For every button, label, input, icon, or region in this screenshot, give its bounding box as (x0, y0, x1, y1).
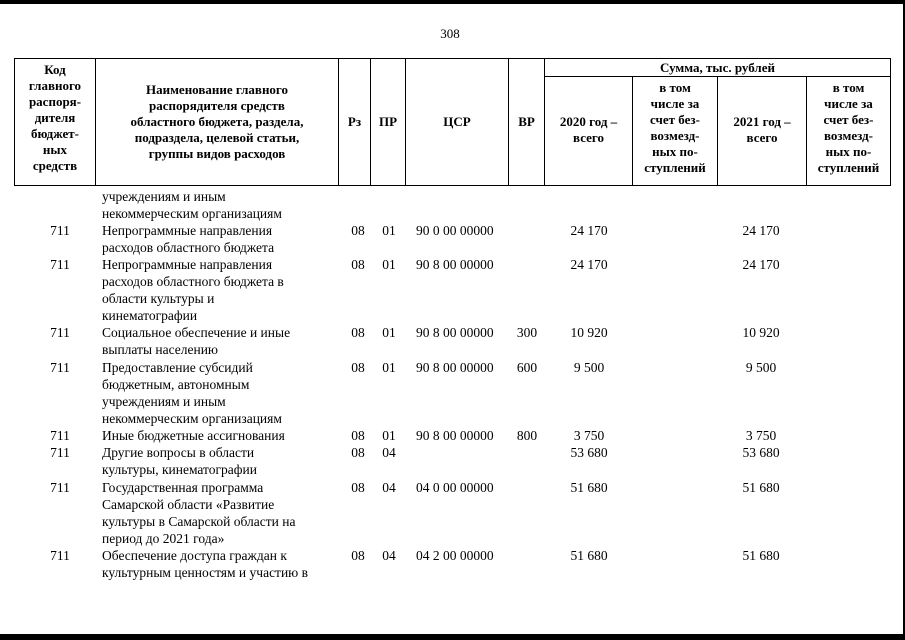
row-rz: 08 (351, 480, 365, 495)
row-rz: 08 (351, 428, 365, 443)
header-code: Код главного распоря- дителя бюджет- ных средств (28, 62, 82, 173)
row-code: 711 (50, 325, 70, 340)
row-2021-total: 3 750 (745, 428, 777, 443)
row-vr: 600 (516, 360, 538, 375)
row-2021-total: 53 680 (742, 445, 780, 460)
row-pr: 04 (382, 548, 396, 563)
row-pr: 04 (382, 480, 396, 495)
row-csr: 90 0 00 00000 (416, 223, 494, 238)
row-2021-total: 10 920 (742, 325, 780, 340)
row-pr: 01 (382, 360, 396, 375)
row-2020-total: 53 680 (570, 445, 608, 460)
row-pr: 01 (382, 325, 396, 340)
row-2020-total: 51 680 (570, 480, 608, 495)
row-rz: 08 (351, 548, 365, 563)
row-2020-total: 10 920 (570, 325, 608, 340)
row-name: Предоставление субсидий бюджетным, автономным учреждениям и иным некоммерческим организациям (102, 360, 282, 426)
row-csr: 90 8 00 00000 (416, 360, 494, 375)
row-rz: 08 (351, 325, 365, 340)
row-rz: 08 (351, 445, 365, 460)
row-2020-total: 24 170 (570, 223, 608, 238)
row-2021-total: 9 500 (745, 360, 777, 375)
row-name: Иные бюджетные ассигнования (102, 428, 285, 443)
row-csr: 90 8 00 00000 (416, 428, 494, 443)
header-2021-total: 2021 год – всего (733, 114, 791, 145)
page-number: 308 (440, 26, 460, 41)
row-code: 711 (50, 428, 70, 443)
row-2020-total: 3 750 (573, 428, 605, 443)
header-2021-gratuitous: в том числе за счет без- возмезд- ных по- ступлений (817, 80, 880, 175)
row-2021-total: 51 680 (742, 548, 780, 563)
row-code: 711 (50, 480, 70, 495)
row-name: Социальное обеспечение и иные выплаты населению (102, 325, 291, 357)
row-2021-total: 24 170 (742, 223, 780, 238)
header-pr: ПР (378, 114, 398, 129)
header-sum-title: Сумма, тыс. рублей (660, 60, 775, 75)
row-name: Непрограммные направления расходов областного бюджета (102, 223, 275, 255)
row-csr: 90 8 00 00000 (416, 257, 494, 272)
row-name: Непрограммные направления расходов областного бюджета в области культуры и кинематографии (102, 257, 284, 323)
row-pr: 01 (382, 428, 396, 443)
row-vr: 800 (516, 428, 538, 443)
row-2020-total: 24 170 (570, 257, 608, 272)
row-code: 711 (50, 445, 70, 460)
header-vr: ВР (518, 114, 535, 129)
row-code: 711 (50, 257, 70, 272)
header-csr: ЦСР (443, 114, 471, 129)
row-rz: 08 (351, 223, 365, 238)
row-2020-total: 9 500 (573, 360, 605, 375)
row-rz: 08 (351, 360, 365, 375)
header-name: Наименование главного распорядителя средств областного бюджета, раздела, подраздела, целевой статьи, группы видов расходов (130, 82, 304, 161)
row-code: 711 (50, 223, 70, 238)
row-2021-total: 24 170 (742, 257, 780, 272)
row-code: 711 (50, 548, 70, 563)
row-2021-total: 51 680 (742, 480, 780, 495)
row-vr: 300 (516, 325, 538, 340)
header-2020-gratuitous: в том числе за счет без- возмезд- ных по- ступлений (644, 80, 706, 175)
header-2020-total: 2020 год – всего (559, 114, 618, 145)
row-pr: 01 (382, 223, 396, 238)
row-csr: 04 2 00 00000 (416, 548, 494, 563)
row-csr: 04 0 00 00000 (416, 480, 494, 495)
row-csr: 90 8 00 00000 (416, 325, 494, 340)
row-rz: 08 (351, 257, 365, 272)
row-pr: 04 (382, 445, 396, 460)
row-2020-total: 51 680 (570, 548, 608, 563)
row-code: 711 (50, 360, 70, 375)
header-rz: Рз (347, 114, 362, 129)
row-name: учреждениям и иным некоммерческим организациям (102, 189, 282, 221)
row-name: Другие вопросы в области культуры, кинематографии (102, 445, 257, 477)
row-name: Обеспечение доступа граждан к культурным ценностям и участию в (102, 548, 309, 580)
row-name: Государственная программа Самарской области «Развитие культуры в Самарской области на период до 2021 года» (102, 480, 296, 546)
row-pr: 01 (382, 257, 396, 272)
